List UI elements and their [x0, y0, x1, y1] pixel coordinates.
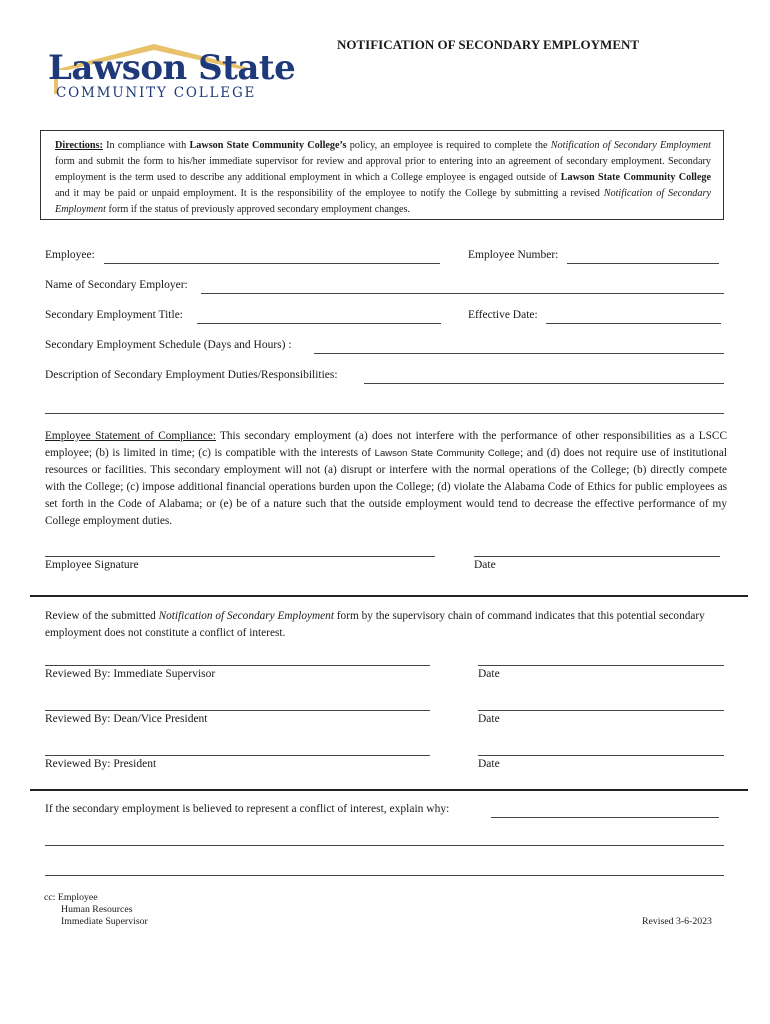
supervisor-signature-label: Reviewed By: Immediate Supervisor: [45, 668, 216, 680]
president-date-field[interactable]: [478, 755, 724, 756]
cc-list: [44, 892, 148, 928]
review-statement: Review of the submitted Notification of Secondary Employment form by the supervisory chain of command indicates that this potential secondary employment does not constitute a conflict of interest.: [45, 610, 705, 639]
revision-date: Revised 3-6-2023: [642, 916, 712, 927]
effective-date-label: Effective Date:: [468, 309, 538, 321]
secondary-title-field[interactable]: [197, 323, 441, 324]
section-divider: [30, 595, 748, 597]
dean-date-field[interactable]: [478, 710, 724, 711]
secondary-employer-field[interactable]: [201, 293, 724, 294]
effective-date-field[interactable]: [546, 323, 721, 324]
directions-box: Directions: In compliance with Lawson State Community College’s policy, an employee is required to complete the Notification of Secondary Employment form and submit the form to his/her immediate supervisor for review and approval prior to entering into an agreement of secondary employment. Secondary employment is the term used to describe any additional employment in which a College employee is engaged outside of Lawson State Community College and it may be paid or unpaid employment. It is the responsibility of the employee to notify the College by submitting a revised Notification of Secondary Employment form if the status of previously approved secondary employment changes.: [40, 130, 724, 220]
employee-number-field[interactable]: [567, 263, 719, 264]
conflict-field-line-2[interactable]: [45, 845, 724, 846]
president-signature-field[interactable]: [45, 755, 430, 756]
secondary-title-label: Secondary Employment Title:: [45, 309, 183, 321]
description-field[interactable]: [364, 383, 724, 384]
description-label: Description of Secondary Employment Duties/Responsibilities:: [45, 369, 338, 381]
cc-human-resources: Human Resources: [61, 904, 133, 915]
employee-signature-date-label: Date: [474, 559, 496, 571]
employee-signature-date-field[interactable]: [474, 556, 720, 557]
dean-date-label: Date: [478, 713, 500, 725]
logo-subtitle: COMMUNITY COLLEGE: [56, 85, 257, 101]
secondary-employer-label: Name of Secondary Employer:: [45, 279, 188, 291]
compliance-heading: Employee Statement of Compliance:: [45, 430, 216, 442]
president-date-label: Date: [478, 758, 500, 770]
conflict-label: If the secondary employment is believed to represent a conflict of interest, explain why:: [45, 803, 450, 815]
employee-label: Employee:: [45, 249, 95, 261]
schedule-field[interactable]: [314, 353, 724, 354]
college-logo: [44, 40, 296, 104]
logo-name: Lawson State: [48, 48, 296, 88]
employee-signature-field[interactable]: [45, 556, 435, 557]
compliance-statement: Employee Statement of Compliance: This secondary employment (a) does not interfere with the performance of other responsibilities as a LSCC employee; (b) is limited in time; (c) is compatible with the interests of Lawson State Community College; and (d) does not require use of institutional resources or facilities. This secondary employment will not (a) disrupt or interfere with the normal operations of the College; (b) directly compete with the College; (c) impose additional financial operations burden upon the College; (d) violate the Alabama Code of Ethics for public employees as set forth in the Code of Alabama; or (e) be of a nature such that the outside employment would tend to decrease the effective performance of my College employment duties.: [45, 430, 728, 527]
employee-number-label: Employee Number:: [468, 249, 559, 261]
schedule-label: Secondary Employment Schedule (Days and Hours) :: [45, 339, 292, 351]
employee-field[interactable]: [104, 263, 440, 264]
section-divider: [30, 789, 748, 791]
cc-immediate-supervisor: Immediate Supervisor: [61, 916, 148, 927]
conflict-field[interactable]: [491, 817, 719, 818]
supervisor-date-field[interactable]: [478, 665, 724, 666]
directions-heading: Directions:: [55, 140, 103, 151]
description-field-continued[interactable]: [45, 413, 724, 414]
dean-signature-field[interactable]: [45, 710, 430, 711]
supervisor-date-label: Date: [478, 668, 500, 680]
page-title: NOTIFICATION OF SECONDARY EMPLOYMENT: [337, 37, 640, 52]
president-signature-label: Reviewed By: President: [45, 758, 157, 770]
supervisor-signature-field[interactable]: [45, 665, 430, 666]
employee-signature-label: Employee Signature: [45, 559, 139, 571]
conflict-field-line-3[interactable]: [45, 875, 724, 876]
dean-signature-label: Reviewed By: Dean/Vice President: [45, 713, 208, 725]
cc-employee: cc: Employee: [44, 892, 98, 903]
